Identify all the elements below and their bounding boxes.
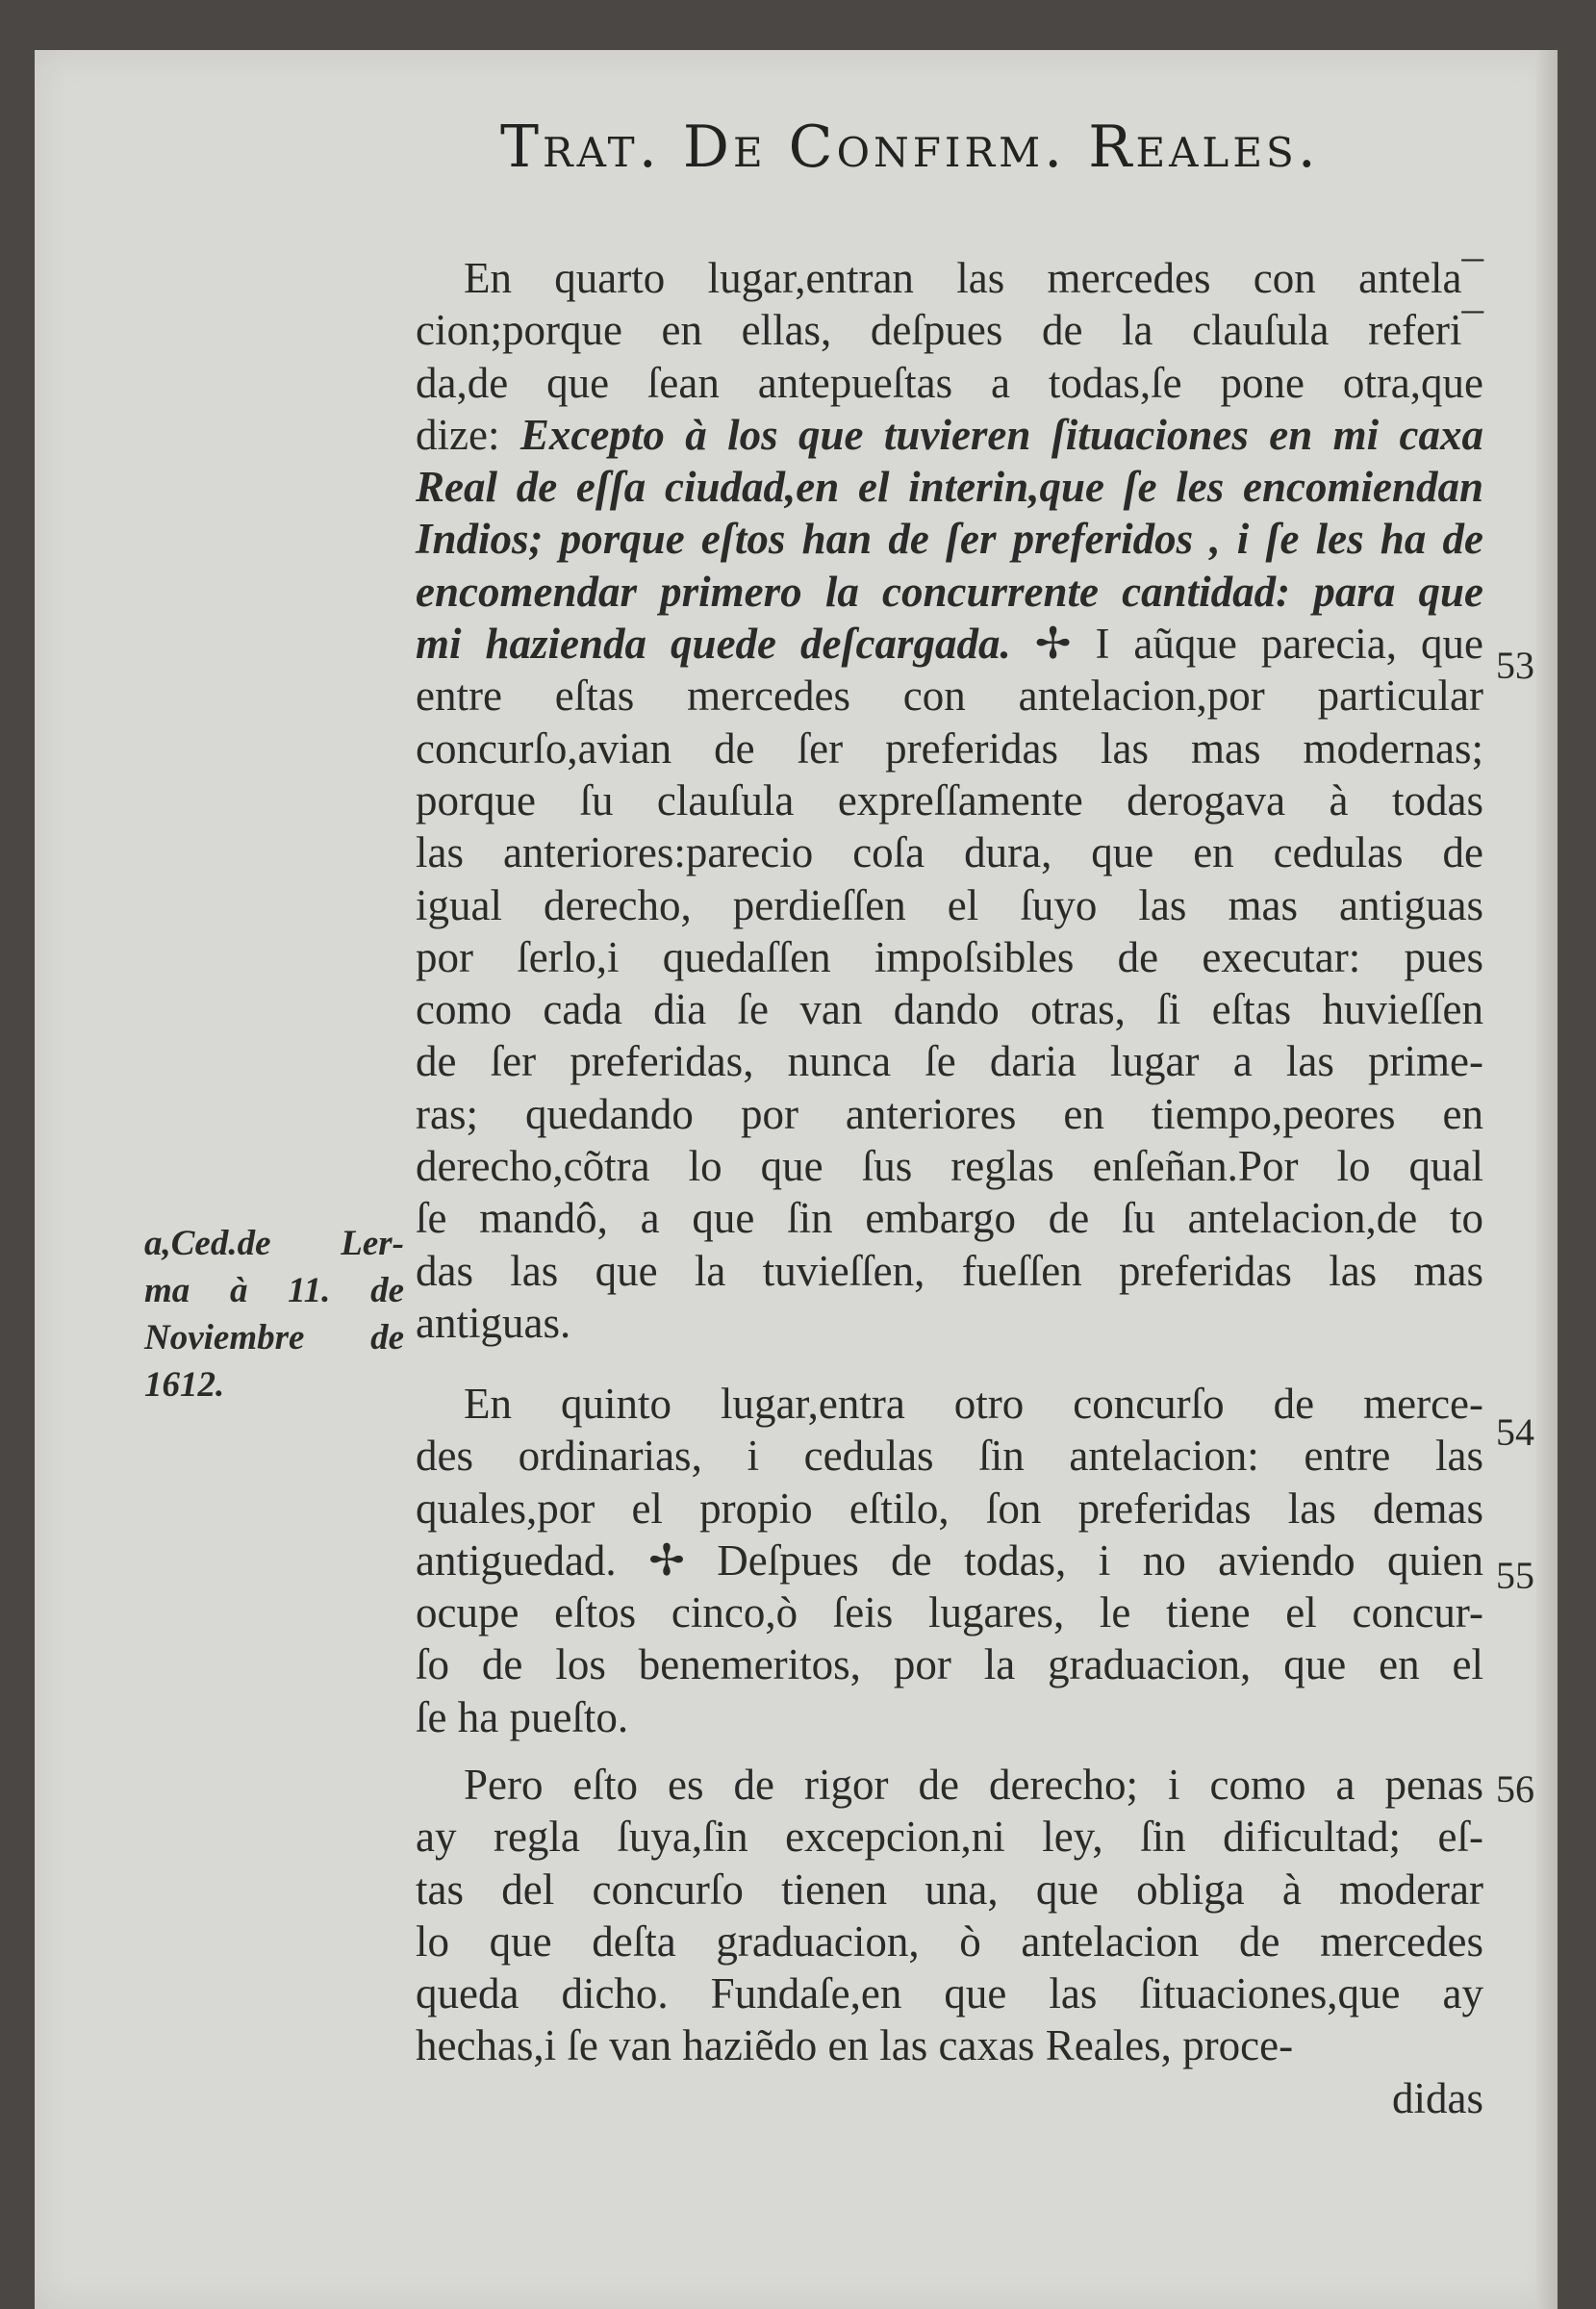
text-line: cion;porque en ellas, deſpues de la clauſula referi¯ — [416, 306, 1483, 355]
text-line: ſo de los benemeritos, por la graduacion, que en el — [416, 1640, 1483, 1689]
paragraph-quarto-lugar — [416, 252, 1483, 1349]
margin-note-line: Noviembre de — [144, 1318, 404, 1357]
text-line: por ſerlo,i quedaſſen impoſsibles de executar: pues — [416, 932, 1483, 981]
text-line: ocupe eſtos cinco,ò ſeis lugares, le tiene el concur- — [416, 1588, 1483, 1637]
paragraph-quinto-lugar — [416, 1378, 1483, 1743]
paragraph-number-54: 54 — [1496, 1410, 1534, 1454]
text-line — [416, 566, 1483, 618]
text-line: concurſo,avian de ſer preferidas las mas modernas; — [416, 723, 1483, 773]
text-line — [416, 461, 1483, 513]
catchword: didas — [1392, 2073, 1483, 2122]
text-line: derecho,cõtra lo que ſus reglas enſeñan.Por lo qual — [416, 1142, 1483, 1191]
italic-quote: Real de eſſa ciudad,en el interin,que ſe les encomiendan — [416, 463, 1483, 512]
margin-note-line: a,Ced.de Ler- — [144, 1224, 404, 1263]
margin-note-citation — [144, 1220, 404, 1408]
running-header: Trat. De Confirm. Reales. — [500, 114, 1320, 181]
text-line: entre eſtas mercedes con antelacion,por particular — [416, 672, 1483, 721]
margin-note-line: 1612. — [144, 1365, 225, 1405]
text-line: En quarto lugar,entran las mercedes con antela¯ — [464, 254, 1483, 302]
paragraph-number-53: 53 — [1496, 644, 1534, 687]
italic-quote: mi hazienda quede deſcargada. — [416, 620, 1011, 669]
text-line — [416, 618, 1483, 670]
text-line: tas del concurſo tienen una, que obliga à moderar — [416, 1865, 1483, 1914]
text-line: da,de que ſean antepueſtas a todas,ſe pone otra,que — [416, 358, 1483, 407]
italic-quote: Excepto à los que tuvieren ſituaciones en mi caxa — [519, 410, 1484, 459]
text-line: lo que deſta graduacion, ò antelacion de mercedes — [416, 1916, 1483, 1966]
paragraph-pero-esto — [416, 1759, 1483, 2124]
text-line: queda dicho. Fundaſe,en que las ſituaciones,que ay — [416, 1969, 1483, 2018]
text-line: las anteriores:parecio coſa dura, que en cedulas de — [416, 828, 1483, 877]
paragraph-number-56: 56 — [1496, 1767, 1534, 1811]
text-run: ✢ I aũque parecia, que — [1010, 620, 1483, 669]
text-line: quales,por el propio eſtilo, ſon preferidas las demas — [416, 1484, 1483, 1533]
text-line: des ordinarias, i cedulas ſin antelacion: entre las — [416, 1432, 1483, 1481]
text-line: como cada dia ſe van dando otras, ſi eſtas huvieſſen — [416, 985, 1483, 1034]
text-line — [416, 513, 1483, 565]
text-line: ay regla ſuya,ſin excepcion,ni ley, ſin dificultad; eſ- — [416, 1813, 1483, 1862]
margin-note-line: ma à 11. de — [144, 1271, 404, 1310]
text-line: antiguedad. ✢ Deſpues de todas, i no aviendo quien — [416, 1535, 1483, 1585]
text-line: hechas,i ſe van haziẽdo en las caxas Reales, proce- — [416, 2021, 1294, 2070]
text-line: ſe mandô, a que ſin embargo de ſu antelacion,de to — [416, 1194, 1483, 1243]
text-line: igual derecho, perdieſſen el ſuyo las mas antiguas — [416, 880, 1483, 929]
text-line: antiguas. — [416, 1298, 571, 1347]
text-line: ſe ha pueſto. — [416, 1692, 629, 1741]
text-line: Pero eſto es de rigor de derecho; i como a penas — [464, 1761, 1483, 1809]
text-line: porque ſu clauſula expreſſamente derogava à todas — [416, 775, 1483, 825]
text-line: das las que la tuvieſſen, fueſſen preferidas las mas — [416, 1246, 1483, 1295]
italic-quote: encomendar primero la concurrente cantidad: para que — [416, 567, 1483, 616]
italic-quote: Indios; porque eſtos han de ſer preferidos , i ſe les ha de — [416, 515, 1483, 564]
page-edge — [1536, 50, 1558, 2309]
paragraph-number-55: 55 — [1496, 1554, 1534, 1597]
text-line: de ſer preferidas, nunca ſe daria lugar a las prime- — [416, 1037, 1483, 1086]
text-line: En quinto lugar,entra otro concurſo de merce- — [464, 1380, 1483, 1428]
text-line — [416, 409, 1483, 461]
text-run: dize: — [416, 410, 520, 459]
text-line: ras; quedando por anteriores en tiempo,peores en — [416, 1089, 1483, 1138]
